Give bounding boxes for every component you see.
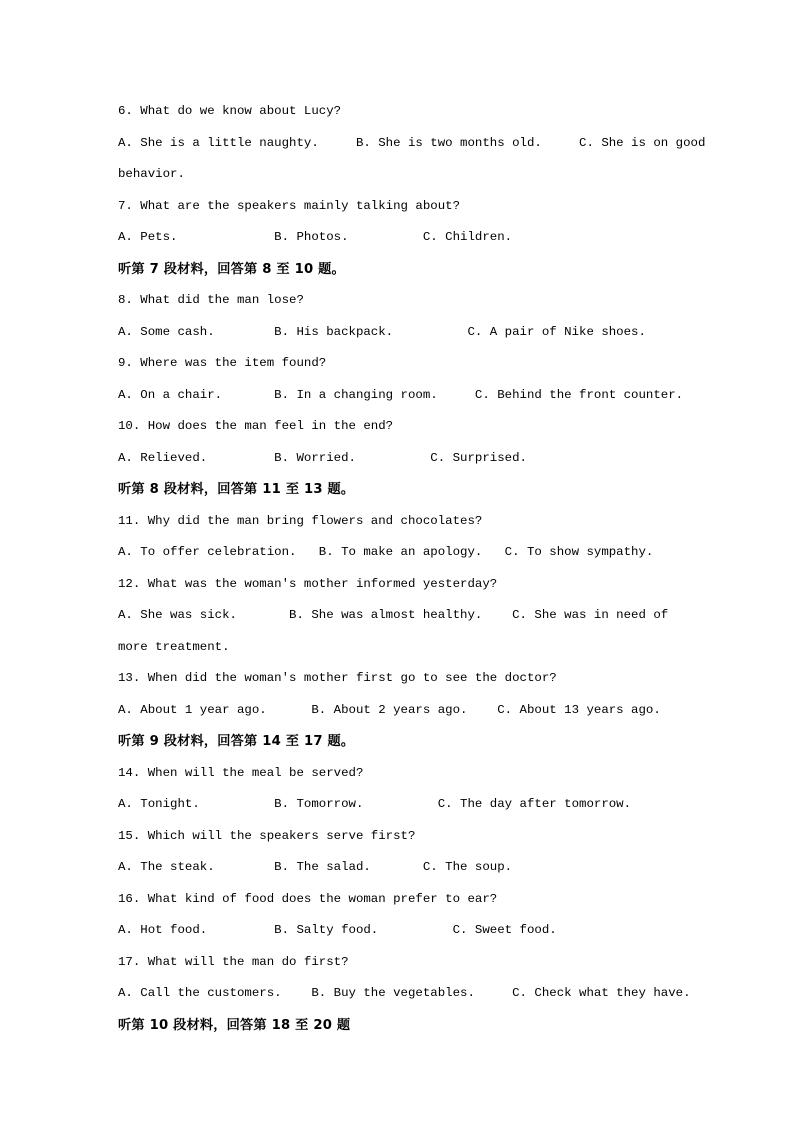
options-13: A. About 1 year ago. B. About 2 years ago. C. About 13 years ago.	[118, 702, 661, 717]
options-12-cont: more treatment.	[118, 639, 230, 654]
options-10: A. Relieved. B. Worried. C. Surprised.	[118, 450, 527, 465]
listening-material-8-heading: 听第 8 段材料，回答第 11 至 13 题。	[118, 482, 355, 497]
question-6: 6. What do we know about Lucy?	[118, 104, 342, 118]
question-16: 16. What kind of food does the woman prefer to ear?	[118, 891, 498, 906]
question-8: 8. What did the man lose?	[118, 293, 304, 307]
question-9: 9. Where was the item found?	[118, 356, 327, 370]
options-15: A. The steak. B. The salad. C. The soup.	[118, 860, 513, 874]
question-10: 10. How does the man feel in the end?	[118, 419, 394, 433]
listening-material-7-heading: 听第 7 段材料，回答第 8 至 10 题。	[118, 261, 345, 277]
listening-material-9-heading: 听第 9 段材料，回答第 14 至 17 题。	[118, 734, 355, 749]
options-6: A. She is a little naughty. B. She is two months old. C. She is on good	[118, 135, 706, 150]
question-14: 14. When will the meal be served?	[118, 765, 364, 780]
question-7: 7. What are the speakers mainly talking about?	[118, 198, 461, 213]
exam-question-list	[118, 96, 706, 1041]
listening-material-10-heading: 听第 10 段材料，回答第 18 至 20 题	[118, 1017, 351, 1033]
options-8: A. Some cash. B. His backpack. C. A pair of Nike shoes.	[118, 324, 646, 339]
question-12: 12. What was the woman's mother informed yesterday?	[118, 576, 498, 591]
options-14: A. Tonight. B. Tomorrow. C. The day after tomorrow.	[118, 797, 632, 811]
question-15: 15. Which will the speakers serve first?	[118, 828, 416, 843]
options-11: A. To offer celebration. B. To make an apology. C. To show sympathy.	[118, 545, 654, 559]
options-16: A. Hot food. B. Salty food. C. Sweet food.	[118, 923, 557, 937]
options-12: A. She was sick. B. She was almost healthy. C. She was in need of	[118, 608, 669, 622]
options-17: A. Call the customers. B. Buy the vegetables. C. Check what they have.	[118, 986, 691, 1000]
question-11: 11. Why did the man bring flowers and chocolates?	[118, 513, 483, 528]
options-7: A. Pets. B. Photos. C. Children.	[118, 230, 513, 244]
question-17: 17. What will the man do first?	[118, 954, 349, 969]
options-9: A. On a chair. B. In a changing room. C. Behind the front counter.	[118, 387, 684, 402]
question-13: 13. When did the woman's mother first go to see the doctor?	[118, 671, 557, 685]
options-6-cont: behavior.	[118, 167, 185, 181]
